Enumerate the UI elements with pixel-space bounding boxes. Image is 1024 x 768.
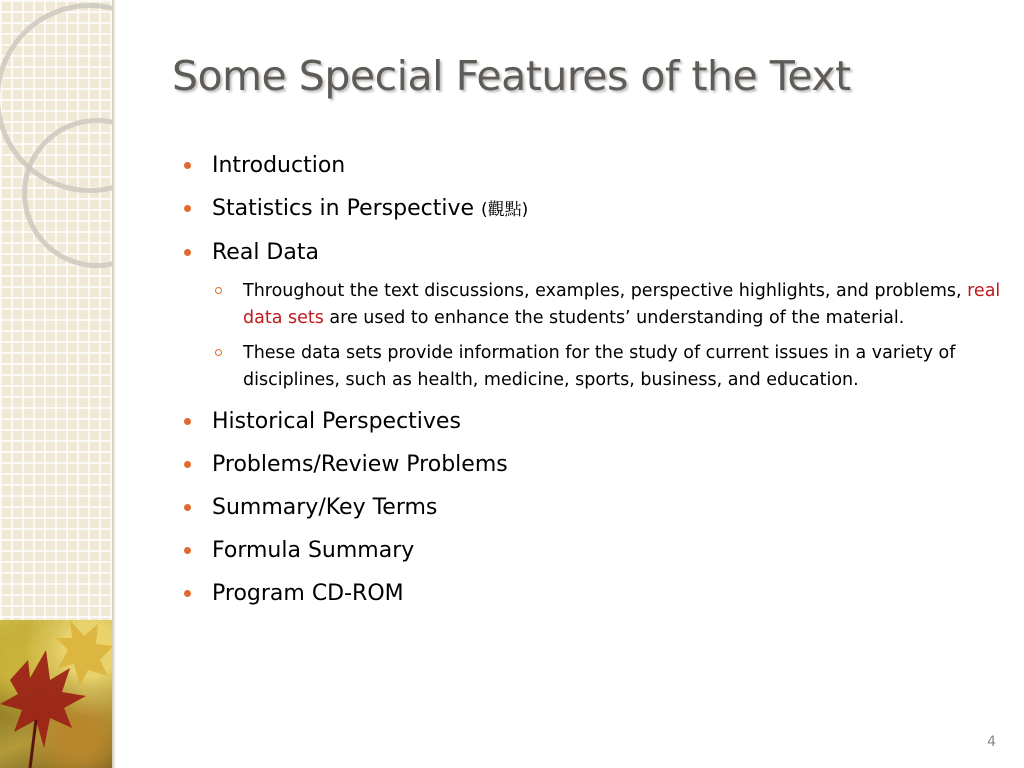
- bullet-item: [184, 447, 1004, 483]
- bullet-text: Problems/Review Problems: [212, 452, 508, 477]
- bullet-list: [184, 148, 1004, 619]
- decorative-sidebar: [0, 0, 113, 768]
- bullet-text: Historical Perspectives: [212, 409, 461, 434]
- slide-title: Some Special Features of the Text: [172, 52, 851, 100]
- sub-bullet-list: [184, 278, 1004, 394]
- bullet-dot-icon: [184, 590, 191, 597]
- sub-bullet-ring-icon: [215, 287, 222, 294]
- sub-bullet-text: Throughout the text discussions, examples, perspective highlights, and problems,: [243, 281, 968, 301]
- bullet-dot-icon: [184, 461, 191, 468]
- bullet-text: Statistics in Perspective: [212, 196, 482, 221]
- bullet-item: [184, 404, 1004, 440]
- sub-bullet-ring-icon: [215, 349, 222, 356]
- sub-bullet-text: are used to enhance the students’ understanding of the material.: [323, 308, 905, 328]
- bullet-item: [184, 235, 1004, 271]
- sidebar-divider: [112, 0, 116, 768]
- bullet-dot-icon: [184, 504, 191, 511]
- bullet-dot-icon: [184, 205, 191, 212]
- bullet-dot-icon: [184, 418, 191, 425]
- bullet-text: Formula Summary: [212, 538, 415, 563]
- bullet-item: [184, 191, 1004, 228]
- sub-bullet-text: These data sets provide information for the study of current issues in a variety of disciplines, such as health, medicine, sports, business, and education.: [243, 343, 956, 390]
- bullet-annotation: (觀點): [481, 200, 529, 220]
- sub-bullet-item: [184, 278, 1003, 332]
- bullet-item: [184, 576, 1004, 612]
- page-number: 4: [987, 734, 996, 750]
- maple-leaf-icon: [0, 620, 113, 768]
- bullet-dot-icon: [184, 162, 191, 169]
- highlighted-text: real data sets: [243, 281, 1001, 328]
- sub-bullet-container: [184, 278, 1004, 394]
- bullet-text: Real Data: [212, 240, 319, 265]
- bullet-dot-icon: [184, 249, 191, 256]
- bullet-dot-icon: [184, 547, 191, 554]
- bullet-text: Introduction: [212, 153, 346, 178]
- autumn-leaves-image: [0, 620, 113, 768]
- bullet-item: [184, 490, 1004, 526]
- bullet-item: [184, 148, 1004, 184]
- bullet-item: [184, 533, 1004, 569]
- bullet-text: Program CD-ROM: [212, 581, 404, 606]
- sub-bullet-item: [184, 340, 1003, 394]
- bullet-text: Summary/Key Terms: [212, 495, 438, 520]
